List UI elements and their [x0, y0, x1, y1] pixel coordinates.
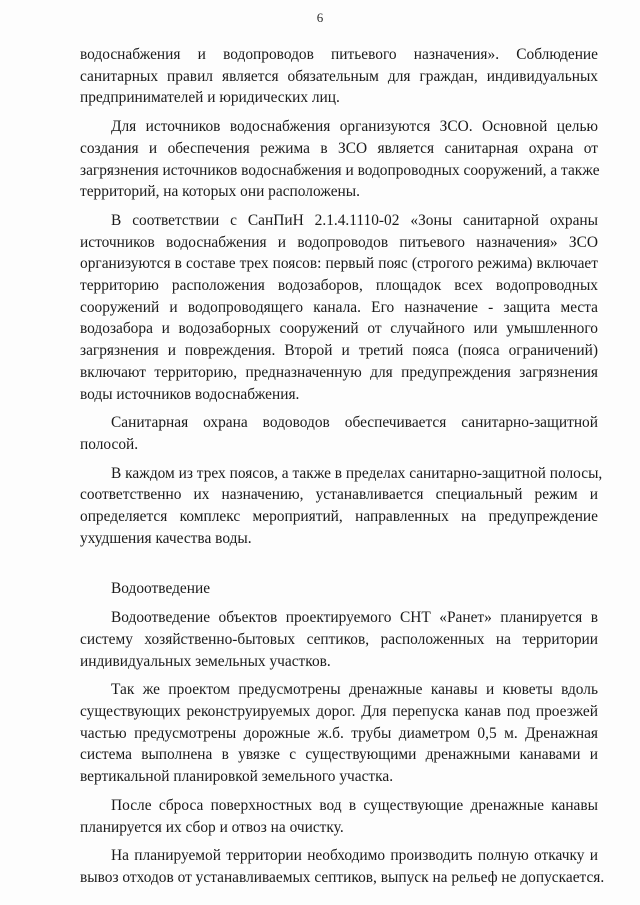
paragraph	[80, 795, 598, 838]
text-line: После сброса поверхностных вод в существующие дренажные канавы	[111, 796, 598, 814]
text-line: определяется комплекс мероприятий, направленных на предупреждение	[80, 508, 598, 526]
text-line: водозабора и водозаборных сооружений от случайного или умышленного	[80, 320, 598, 338]
page-content	[80, 44, 605, 889]
text-line: частью предусмотрены дорожные ж.б. трубы диаметром 0,5 м. Дренажная	[80, 724, 598, 742]
text-line: водоснабжения и водопроводов питьевого назначения». Соблюдение	[80, 46, 598, 63]
text-line: Для источников водоснабжения организуются ЗСО. Основной целью	[111, 118, 598, 136]
text-line: В каждом из трех поясов, а также в пределах санитарно-защитной полосы,	[111, 464, 603, 482]
text-line: Так же проектом предусмотрены дренажные канавы и кюветы вдоль	[111, 681, 598, 699]
paragraph	[80, 210, 598, 405]
text-line: ухудшения качества воды.	[80, 529, 252, 547]
page-number: 6	[316, 10, 324, 25]
text-line: предпринимателей и юридических лиц.	[80, 89, 340, 107]
text-line: воды источников водоснабжения.	[80, 385, 300, 403]
text-line: существующих реконструируемых дорог. Для перепуска канав под проезжей	[80, 702, 598, 720]
text-line: планируется их сбор и отвоз на очистку.	[80, 818, 344, 836]
paragraph	[80, 412, 598, 455]
text-line: Санитарная охрана водоводов обеспечивается санитарно-защитной	[111, 414, 598, 432]
text-line: загрязнения источников водоснабжения и водопроводных сооружений, а также	[80, 161, 600, 179]
paragraph	[80, 607, 598, 672]
text-line: полосой.	[80, 435, 139, 453]
text-line: соответственно их назначению, устанавливается специальный режим и	[80, 486, 598, 504]
text-line: загрязнения и повреждения. Второй и третий пояса (пояса ограничений)	[80, 342, 598, 360]
text-line: Водоотведение объектов проектируемого СНТ «Ранет» планируется в	[111, 609, 598, 627]
text-line: В соответствии с СанПиН 2.1.4.1110-02 «Зоны санитарной охраны	[111, 211, 598, 229]
section-heading: Водоотведение	[111, 580, 211, 598]
text-line: включают территорию, предназначенную для предупреждения загрязнения	[80, 363, 598, 381]
text-line: сооружений и водопроводящего канала. Его назначение - защита места	[80, 298, 598, 316]
text-line: систему хозяйственно-бытовых септиков, расположенных на территории	[80, 630, 598, 648]
text-line: система выполнена в увязке с существующими дренажными канавами и	[80, 746, 598, 764]
text-line: вывоз отходов от устанавливаемых септиков, выпуск на рельеф не допускается.	[80, 868, 605, 886]
text-line: создания и обеспечения режима в ЗСО является санитарная охрана от	[80, 139, 598, 157]
text-line: организуются в составе трех поясов: первый пояс (строгого режима) включает	[80, 255, 598, 273]
paragraph	[80, 679, 598, 788]
paragraph	[80, 845, 605, 888]
text-line: территорию расположения водозаборов, площадок всех водопроводных	[80, 277, 598, 295]
paragraph	[80, 116, 598, 203]
text-line: санитарных правил является обязательным для граждан, индивидуальных	[80, 67, 598, 85]
text-line: На планируемой территории необходимо производить полную откачку и	[111, 847, 598, 865]
paragraph	[80, 463, 603, 550]
paragraph-continuation	[80, 44, 598, 109]
text-line: вертикальной планировкой земельного участка.	[80, 768, 394, 786]
text-line: территорий, на которых они расположены.	[80, 183, 360, 201]
text-line: индивидуальных земельных участков.	[80, 652, 331, 670]
text-line: источников водоснабжения и водопроводов питьевого назначения» ЗСО	[80, 233, 598, 251]
